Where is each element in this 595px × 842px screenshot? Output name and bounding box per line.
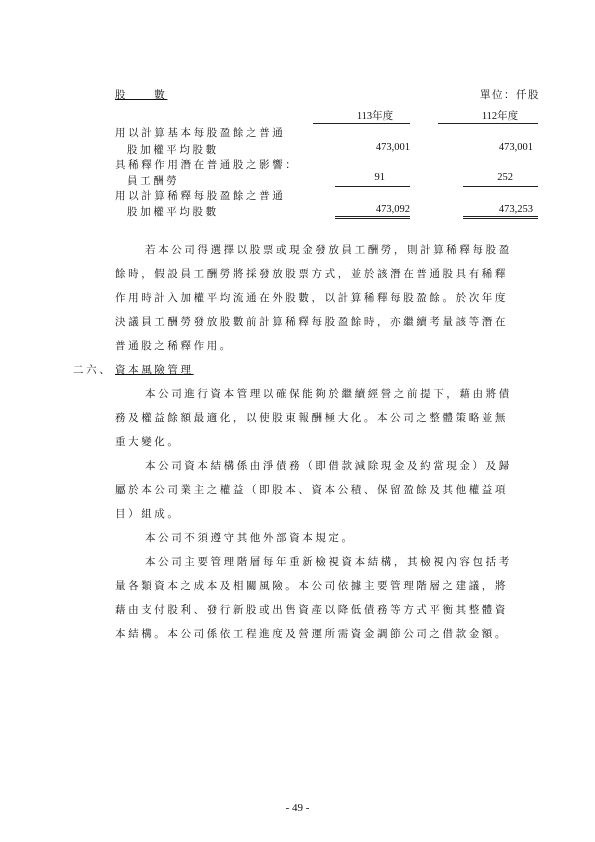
paragraph-line: 本公司主要管理階層每年重新檢視資本結構，其檢視內容包括考 [145,556,512,568]
total-rule-113-a [335,216,410,217]
header-rule-113 [313,123,410,124]
paragraph-line: 務及權益餘額最適化，以使股東報酬極大化。本公司之整體策略並無 [115,412,508,424]
section-number: 二六、 [73,364,113,376]
row-label: 股加權平均股數 [127,206,219,218]
page-number: - 49 - [285,802,310,814]
col-header-113: 113年度 [356,111,394,122]
paragraph-line: 作用時計入加權平均流通在外股數，以計算稀釋每股盈餘。於次年度 [115,292,508,304]
paragraph-line: 屬於本公司業主之權益（即股本、資本公積、保留盈餘及其他權益項 [115,484,508,496]
row-label: 員工酬勞 [127,175,180,187]
col-header-112: 112年度 [481,111,519,122]
header-rule-112 [438,123,538,124]
cell-value-113: 473,001 [375,142,410,153]
subtotal-rule-113 [335,186,410,187]
paragraph-line: 本公司不須遵守其他外部資本規定。 [145,532,355,544]
total-rule-112-b [463,218,538,219]
section-title: 資本風險管理 [115,364,194,376]
row-label: 股加權平均股數 [127,144,219,156]
row-label: 具稀釋作用潛在普通股之影響： [115,159,299,171]
subtotal-rule-112 [463,186,538,187]
paragraph-line: 量各類資本之成本及相關風險。本公司依據主要管理階層之建議，將 [115,580,508,592]
paragraph-line: 若本公司得選擇以股票或現金發放員工酬勞，則計算稀釋每股盈 [145,244,512,256]
row-label: 用以計算基本每股盈餘之普通 [115,127,286,139]
row-label: 用以計算稀釋每股盈餘之普通 [115,190,286,202]
table-title: 股 數 [115,89,168,101]
cell-value-112: 252 [497,172,513,183]
cell-value-113: 473,092 [375,204,410,215]
paragraph-line: 目）組成。 [115,508,181,520]
paragraph-line: 普通股之稀釋作用。 [115,340,233,352]
cell-value-112: 473,253 [498,204,533,215]
paragraph-line: 本結構。本公司係依工程進度及營運所需資金調節公司之借款金額。 [115,628,508,640]
paragraph-line: 藉由支付股利、發行新股或出售資產以降低債務等方式平衡其整體資 [115,604,508,616]
paragraph-line: 本公司進行資本管理以確保能夠於繼續經營之前提下，藉由將債 [145,388,512,400]
paragraph-line: 決議員工酬勞發放股數前計算稀釋每股盈餘時，亦繼續考量該等潛在 [115,316,508,328]
total-rule-113-b [335,218,410,219]
paragraph-line: 本公司資本結構係由淨債務（即借款減除現金及約當現金）及歸 [145,460,512,472]
total-rule-112-a [463,216,538,217]
paragraph-line: 餘時，假設員工酬勞將採發放股票方式，並於該潛在普通股具有稀釋 [115,268,508,280]
cell-value-112: 473,001 [498,142,533,153]
paragraph-line: 重大變化。 [115,436,181,448]
cell-value-113: 91 [374,172,385,183]
unit-label: 單位：仟股 [480,89,540,101]
